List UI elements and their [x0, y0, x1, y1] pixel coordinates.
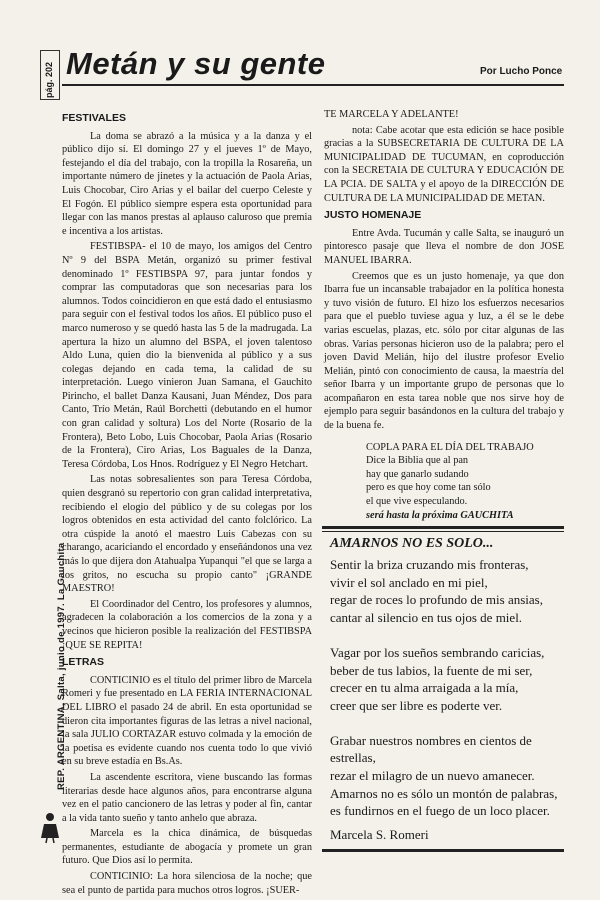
paragraph: FESTIBSPA- el 10 de mayo, los amigos del Centro Nº 9 del BSPA Metán, organizó su primer festival denominado 1º FESTIBSPA 97, para juntar fondos y comprar las computadoras que son necesarias para los alumnos. Todos coincidieron en que está dado el entusiasmo para seguir con el festival todos los años. El público puso el marco numeroso y se quedó hasta las 5 de la madrugada. La apertura la hizo un alumno del BSPA, el joven talentoso Aldo Luna, quien dio la bienvenida al público y a sus colegas dejando en cada tema, la calidad de su interpretación. Luego vinieron Juan Samana, el Gauchito Pirincho, el ballet Danza Kausani, Juan Méndez, Dos para Canto, Trío Metán, Raúl Borchetti (debutando en el humor con gran calidad y soltura) Los del Norte (Rosario de la Frontera), Beto Lobo, Luis Chocobar, Paola Arias (Rosario de la Frontera), Ciro Arias, Los Baguales de la Danza, Teresa Córdoba, Los Hnos. Rodríguez y El Negro Hetchart. — [62, 241, 312, 470]
poem-line: Grabar nuestros nombres en cientos de estrellas, — [330, 732, 532, 766]
section-heading: JUSTO HOMENAJE — [324, 209, 422, 222]
copla — [366, 441, 564, 523]
poem-top-rule — [322, 526, 564, 529]
poem-line: crecer en tu alma arraigada a la mía, — [330, 680, 519, 696]
spine-text: REP. ARGENTINA, Salta, junio de 1997. La Gauchita — [56, 542, 67, 790]
paragraph: Entre Avda. Tucumán y calle Salta, se inauguró un pintoresco pasaje que lleva el nombre de don JOSE MANUEL IBARRA. — [324, 227, 564, 266]
copla-line: hay que ganarlo sudando — [366, 468, 469, 480]
poem-line: Vagar por los sueños sembrando caricias, — [330, 644, 545, 660]
poem-stanza — [330, 732, 564, 821]
copla-line: el que vive especulando. — [366, 496, 468, 508]
poem-line: Sentir la briza cruzando mis fronteras, — [330, 557, 529, 572]
poem-body — [330, 556, 564, 837]
poem-box — [322, 526, 564, 854]
poem-title: AMARNOS NO ES SOLO... — [330, 536, 494, 551]
spine — [38, 60, 67, 790]
poem-line: beber de tus labios, la fuente de mi ser, — [330, 662, 533, 678]
paragraph: Marcela es la chica dinámica, de búsquedas permanentes, estudiante de abogacía y promete un gran futuro. Que Dios así lo permita. — [62, 828, 312, 867]
paragraph: Las notas sobresalientes son para Teresa Córdoba, quien desgranó su repertorio con gran calidad interpretativa, recibiendo el elogio del público y de su colegas por los logros obtenidos en esta actividad del canto folclórico. La otra cúspide la anotó el maestro Luis Cabezas con su charango, acariciando el encordado y enseñándonos una vez más lo que dijera don Atahualpa Yupanqui "el que se larga a los gritos, no escucha su propio canto" ¡GRANDE MAESTRO! — [62, 474, 312, 595]
paragraph: La ascendente escritora, viene buscando las formas literarias desde hace algunos años, para encontrarse alguna vez en el patio cancionero de las letras y poder al fin, cantar a la vida tanto sueño y tanto anhelo que abraza. — [62, 771, 312, 824]
poem-bottom-rule — [322, 849, 564, 852]
paragraph: CONTICINIO: La hora silenciosa de la noche; que sea el punto de partida para muchos otros logros. ¡SUER- — [62, 871, 312, 896]
section-heading: LETRAS — [62, 656, 104, 669]
right-column-articles — [324, 108, 564, 433]
poem-top-rule-thin — [322, 531, 564, 532]
page-number: pág. 202 — [44, 62, 54, 99]
left-column — [62, 108, 312, 899]
poem-line: rezar el milagro de un nuevo amanecer. — [330, 768, 535, 784]
gauchita-mascot-icon — [40, 810, 60, 844]
paragraph: TE MARCELA Y ADELANTE! — [324, 109, 459, 120]
poem-stanza — [330, 556, 564, 627]
copla-line: Dice la Biblia que al pan — [366, 455, 469, 467]
poem-line: regar de roces lo profundo de mis ansias, — [330, 592, 543, 608]
paragraph: CONTICINIO es el título del primer libro de Marcela Romeri y fue presentado en LA FERIA INTERNACIONAL DEL LIBRO el pasado 24 de abril. En esta oportunidad se dieron cita importantes figuras de las letras a nivel nacional, la sala JULIO CORTAZAR estuvo colmada y la emoción de la poetisa es evidente cuando nos cuenta todo lo que vivió en su breve estadía en Bs.As. — [62, 674, 312, 768]
paragraph: nota: Cabe acotar que esta edición se hace posible gracias a la SUBSECRETARIA DE CULTURA DE LA MUNICIPALIDAD DE TUCUMAN, en coproducción con la SECRETAIA DE CULTURA Y EDUCACIÓN DE LA PCIA. DE SALTA y el apoyo de la DIRECCIÓN DE CULTURA DE LA MUNICIPALIDAD DE METAN. — [324, 124, 564, 204]
copla-signature: será hasta la próxima GAUCHITA — [366, 509, 514, 521]
paragraph: El Coordinador del Centro, los profesores y alumnos, agradecen la colaboración a los comercios de la zona y a vecinos que hicieron posible la realización del FESTIBSPA ¡QUE SE REPITA! — [62, 598, 312, 651]
right-column — [324, 108, 564, 522]
title-rule — [62, 84, 564, 86]
poem-line: cantar al silencio en tus ojos de miel. — [330, 610, 523, 626]
byline: Por Lucho Ponce — [480, 66, 563, 77]
poem-line: vivir el sol anclado en mi piel, — [330, 574, 488, 590]
paragraph: La doma se abrazó a la música y a la danza y el público dijo sí. El domingo 27 y el jueves 1º de Mayo, festejando el día del trabajo, con la tropilla la Rosareña, un importante número de jinetes y la actuación de Paola Arias, Luis Chocobar, Ciro Arias y el bailar del cuerpo Celeste y El Fogón. El público siempre espera esta oportunidad para llegar con las manos prestas al aplauso caluroso que premia e incentiva a los artistas. — [62, 130, 312, 237]
poem-line: es fundirnos en el fuego de un loco placer. — [330, 803, 550, 819]
copla-title: COPLA PARA EL DÍA DEL TRABAJO — [366, 441, 534, 453]
poem-stanza — [330, 644, 564, 715]
poem-line: creer que ser libre es poderte ver. — [330, 697, 503, 713]
paragraph: Creemos que es un justo homenaje, ya que don Ibarra fue un incansable trabajador en la política honesta y tuvo visión de futuro. El hizo los esfuerzos necesarios para que el pueblo tuviese agua y luz, a él se le debe varias escuelas, plazas, etc. sólo por citar algunas de las obras. Varias personas hicieron uso de la palabra; pero el joven David Melián, hijo del ilustre profesor Evelio Melián, pintó con conocimiento de causa, la maestría del señor Ibarra y un importante grupo de personas que lo acompañaron en esta tarea noble que nos sirve hoy de ejemplo para seguir basándonos en la cultura del trabajo y de la buena fe. — [324, 270, 564, 432]
section-heading: FESTIVALES — [62, 112, 126, 124]
page-title: Metán y su gente — [66, 46, 326, 81]
poem-line: Amarnos no es sólo un montón de palabras, — [330, 785, 558, 801]
copla-line: pero es que hoy come tan sólo — [366, 482, 491, 494]
poem-author: Marcela S. Romeri — [330, 827, 429, 842]
